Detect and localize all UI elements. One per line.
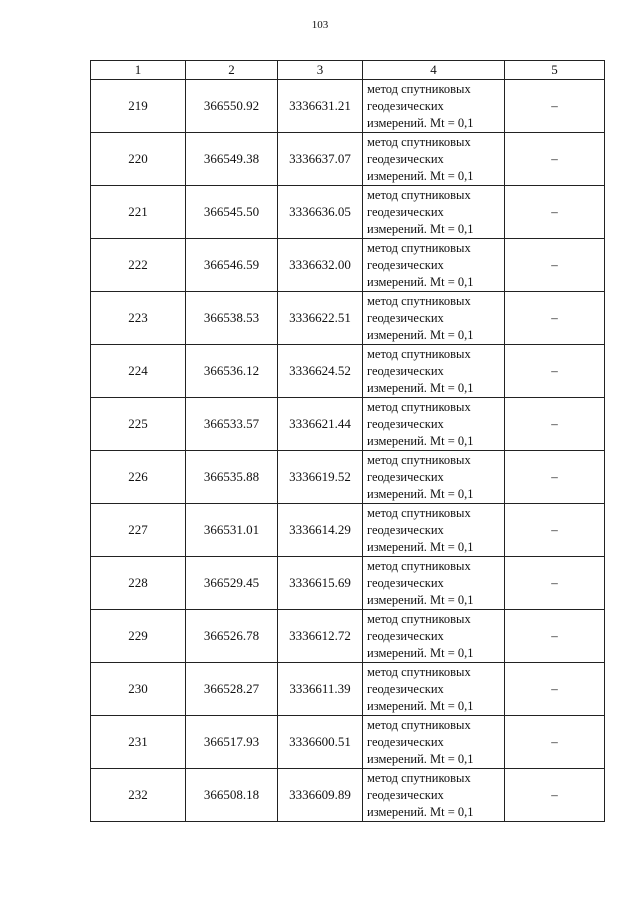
method-text-line: метод спутниковых — [367, 81, 471, 96]
method-text-line: измерений. Mt = 0,1 — [367, 804, 474, 819]
y-coordinate-cell: 3336609.89 — [278, 769, 363, 822]
table-row — [91, 451, 605, 504]
method-text-line: метод спутниковых — [367, 240, 471, 255]
note-cell: – — [505, 80, 605, 133]
point-number-cell: 224 — [91, 345, 186, 398]
table-row — [91, 557, 605, 610]
method-text-line: измерений. Mt = 0,1 — [367, 433, 474, 448]
note-cell: – — [505, 186, 605, 239]
method-text-line: измерений. Mt = 0,1 — [367, 168, 474, 183]
point-number-cell: 230 — [91, 663, 186, 716]
table-row — [91, 80, 605, 133]
x-coordinate-cell: 366535.88 — [186, 451, 278, 504]
x-coordinate-cell: 366508.18 — [186, 769, 278, 822]
method-text-line: измерений. Mt = 0,1 — [367, 539, 474, 554]
table-row — [91, 398, 605, 451]
note-cell: – — [505, 451, 605, 504]
method-text-line: геодезических — [367, 522, 444, 537]
method-text-line: измерений. Mt = 0,1 — [367, 327, 474, 342]
method-text-line: измерений. Mt = 0,1 — [367, 645, 474, 660]
method-text-line: геодезических — [367, 628, 444, 643]
note-cell: – — [505, 292, 605, 345]
y-coordinate-cell: 3336631.21 — [278, 80, 363, 133]
page-number: 103 — [311, 19, 329, 31]
method-text-line: метод спутниковых — [367, 452, 471, 467]
method-text-line: геодезических — [367, 575, 444, 590]
method-text-line: геодезических — [367, 363, 444, 378]
method-text-line: метод спутниковых — [367, 134, 471, 149]
method-text-line: геодезических — [367, 681, 444, 696]
y-coordinate-cell: 3336619.52 — [278, 451, 363, 504]
y-coordinate-cell: 3336632.00 — [278, 239, 363, 292]
method-text-line: измерений. Mt = 0,1 — [367, 274, 474, 289]
point-number-cell: 229 — [91, 610, 186, 663]
method-cell — [363, 769, 505, 822]
point-number-cell: 221 — [91, 186, 186, 239]
table-row — [91, 239, 605, 292]
method-text-line: метод спутниковых — [367, 293, 471, 308]
note-cell: – — [505, 610, 605, 663]
method-text-line: измерений. Mt = 0,1 — [367, 486, 474, 501]
method-text-line: геодезических — [367, 734, 444, 749]
y-coordinate-cell: 3336621.44 — [278, 398, 363, 451]
method-text-line: геодезических — [367, 469, 444, 484]
point-number-cell: 219 — [91, 80, 186, 133]
table-body — [91, 80, 605, 822]
method-text-line: метод спутниковых — [367, 611, 471, 626]
note-cell: – — [505, 716, 605, 769]
method-cell — [363, 186, 505, 239]
y-coordinate-cell: 3336624.52 — [278, 345, 363, 398]
x-coordinate-cell: 366549.38 — [186, 133, 278, 186]
method-text-line: метод спутниковых — [367, 717, 471, 732]
method-text-line: измерений. Mt = 0,1 — [367, 115, 474, 130]
method-cell — [363, 398, 505, 451]
method-cell — [363, 80, 505, 133]
note-cell: – — [505, 769, 605, 822]
note-cell: – — [505, 557, 605, 610]
table-row — [91, 345, 605, 398]
x-coordinate-cell: 366531.01 — [186, 504, 278, 557]
column-header-4: 4 — [363, 61, 505, 80]
method-text-line: метод спутниковых — [367, 558, 471, 573]
column-header-2: 2 — [186, 61, 278, 80]
table-row — [91, 663, 605, 716]
method-cell — [363, 557, 505, 610]
note-cell: – — [505, 663, 605, 716]
table-row — [91, 769, 605, 822]
table-row — [91, 186, 605, 239]
point-number-cell: 226 — [91, 451, 186, 504]
x-coordinate-cell: 366545.50 — [186, 186, 278, 239]
y-coordinate-cell: 3336637.07 — [278, 133, 363, 186]
method-text-line: геодезических — [367, 204, 444, 219]
method-cell — [363, 663, 505, 716]
method-text-line: геодезических — [367, 151, 444, 166]
table-row — [91, 504, 605, 557]
point-number-cell: 225 — [91, 398, 186, 451]
coordinates-table — [90, 60, 605, 822]
point-number-cell: 228 — [91, 557, 186, 610]
method-text-line: геодезических — [367, 98, 444, 113]
x-coordinate-cell: 366529.45 — [186, 557, 278, 610]
point-number-cell: 222 — [91, 239, 186, 292]
note-cell: – — [505, 504, 605, 557]
method-cell — [363, 504, 505, 557]
note-cell: – — [505, 133, 605, 186]
x-coordinate-cell: 366526.78 — [186, 610, 278, 663]
column-header-5: 5 — [505, 61, 605, 80]
table-row — [91, 133, 605, 186]
method-text-line: измерений. Mt = 0,1 — [367, 221, 474, 236]
method-text-line: измерений. Mt = 0,1 — [367, 380, 474, 395]
x-coordinate-cell: 366550.92 — [186, 80, 278, 133]
method-text-line: геодезических — [367, 310, 444, 325]
method-cell — [363, 345, 505, 398]
note-cell: – — [505, 398, 605, 451]
method-text-line: геодезических — [367, 787, 444, 802]
method-cell — [363, 451, 505, 504]
point-number-cell: 231 — [91, 716, 186, 769]
x-coordinate-cell: 366546.59 — [186, 239, 278, 292]
x-coordinate-cell: 366536.12 — [186, 345, 278, 398]
y-coordinate-cell: 3336612.72 — [278, 610, 363, 663]
method-cell — [363, 133, 505, 186]
method-text-line: метод спутниковых — [367, 505, 471, 520]
method-cell — [363, 610, 505, 663]
method-text-line: измерений. Mt = 0,1 — [367, 698, 474, 713]
method-cell — [363, 239, 505, 292]
point-number-cell: 220 — [91, 133, 186, 186]
point-number-cell: 223 — [91, 292, 186, 345]
method-cell — [363, 292, 505, 345]
method-text-line: метод спутниковых — [367, 664, 471, 679]
y-coordinate-cell: 3336622.51 — [278, 292, 363, 345]
x-coordinate-cell: 366533.57 — [186, 398, 278, 451]
y-coordinate-cell: 3336614.29 — [278, 504, 363, 557]
method-text-line: измерений. Mt = 0,1 — [367, 592, 474, 607]
column-header-1: 1 — [91, 61, 186, 80]
table-row — [91, 292, 605, 345]
y-coordinate-cell: 3336611.39 — [278, 663, 363, 716]
method-text-line: измерений. Mt = 0,1 — [367, 751, 474, 766]
table-row — [91, 716, 605, 769]
note-cell: – — [505, 239, 605, 292]
x-coordinate-cell: 366538.53 — [186, 292, 278, 345]
table-header-row — [91, 61, 605, 80]
method-text-line: геодезических — [367, 257, 444, 272]
method-text-line: метод спутниковых — [367, 399, 471, 414]
x-coordinate-cell: 366517.93 — [186, 716, 278, 769]
method-cell — [363, 716, 505, 769]
y-coordinate-cell: 3336636.05 — [278, 186, 363, 239]
table-row — [91, 610, 605, 663]
method-text-line: метод спутниковых — [367, 770, 471, 785]
column-header-3: 3 — [278, 61, 363, 80]
note-cell: – — [505, 345, 605, 398]
x-coordinate-cell: 366528.27 — [186, 663, 278, 716]
method-text-line: метод спутниковых — [367, 187, 471, 202]
method-text-line: геодезических — [367, 416, 444, 431]
method-text-line: метод спутниковых — [367, 346, 471, 361]
point-number-cell: 227 — [91, 504, 186, 557]
y-coordinate-cell: 3336600.51 — [278, 716, 363, 769]
point-number-cell: 232 — [91, 769, 186, 822]
y-coordinate-cell: 3336615.69 — [278, 557, 363, 610]
